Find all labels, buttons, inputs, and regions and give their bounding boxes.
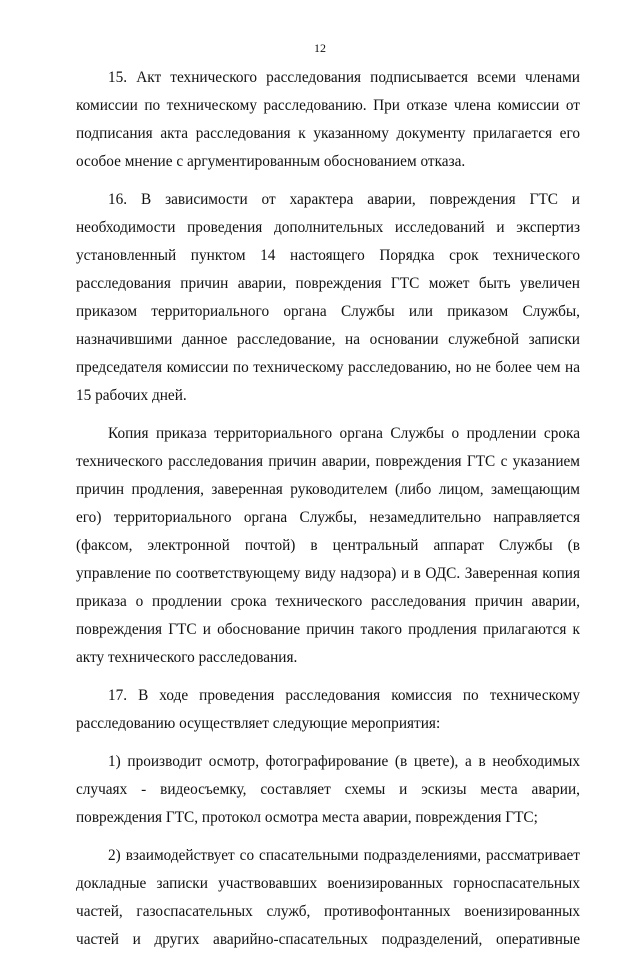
paragraph-16-copy-order: Копия приказа территориального органа Службы о продлении срока технического расследования причин аварии, повреждения ГТС с указанием причин продления, заверенная руководителем (либо лицом, замещающим его) территориального органа Службы, незамедлительно направляется (факсом, электронной почтой) в центральный аппарат Службы (в управление по соответствующему виду надзора) и в ОДС. Заверенная копия приказа о продлении срока технического расследования причин аварии, повреждения ГТС и обоснование причин такого продления прилагаются к акту технического расследования. (76, 425, 580, 666)
paragraph-17: 17. В ходе проведения расследования комиссия по техническому расследованию осуществляет следующие мероприятия: (76, 687, 580, 732)
paragraph-17-item-2: 2) взаимодействует со спасательными подразделениями, рассматривает докладные записки участвовавших военизированных горноспасательных частей, газоспасательных служб, противофонтанных военизированных частей и других аварийно-спасательных подразделений, оперативные (76, 847, 580, 948)
document-body (76, 64, 580, 958)
paragraph-16: 16. В зависимости от характера аварии, повреждения ГТС и необходимости проведения дополнительных исследований и экспертиз установленный пунктом 14 настоящего Порядка срок технического расследования причин аварии, повреждения ГТС может быть увеличен приказом территориального органа Службы или приказом Службы, назначившими данное расследование, на основании служебной записки председателя комиссии по техническому расследованию, но не более чем на 15 рабочих дней. (76, 191, 580, 404)
page-number: 12 (314, 41, 326, 55)
paragraph-17-item-1: 1) производит осмотр, фотографирование (в цвете), а в необходимых случаях - видеосъемку, составляет схемы и эскизы места аварии, повреждения ГТС, протокол осмотра места аварии, повреждения ГТС; (76, 753, 580, 826)
paragraph-15: 15. Акт технического расследования подписывается всеми членами комиссии по техническому расследованию. При отказе члена комиссии от подписания акта расследования к указанному документу прилагается его особое мнение с аргументированным обоснованием отказа. (76, 69, 580, 170)
